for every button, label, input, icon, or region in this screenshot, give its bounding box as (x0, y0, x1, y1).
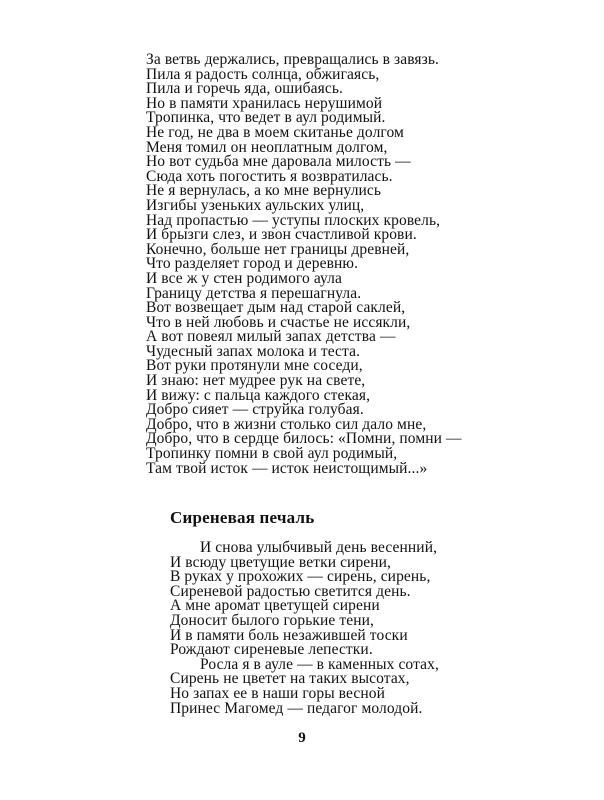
poem-line: Пила и горечь яда, ошибаясь. (146, 80, 343, 98)
poem-line: И все ж у стен родимого аула (146, 269, 342, 287)
poem-line: Добро сияет — струйка голубая. (146, 401, 364, 419)
poem-line: А мне аромат цветущей сирени (170, 597, 380, 615)
poem-line: Тропинку помни в свой аул родимый, (146, 445, 398, 463)
poem-line: Пила я радость солнца, обжигаясь, (146, 65, 380, 83)
poem-line: Вот возвещает дым над старой саклей, (146, 299, 406, 317)
poem-line: Там твой исток — исток неистощимый...» (146, 459, 428, 477)
poem-line: Чудесный запах молока и теста. (146, 342, 361, 360)
poem-line: А вот повеял милый запах детства — (146, 328, 396, 346)
poem-sirenevaya-pechal (170, 541, 439, 716)
poem-line: Но в памяти хранилась нерушимой (146, 94, 383, 112)
poem-line: Но запах ее в наши горы весной (170, 684, 385, 702)
poem-line: Добро, что в сердце билось: «Помни, помни — (146, 430, 462, 448)
poem-line: И всюду цветущие ветки сирени, (170, 553, 392, 571)
poem-line: И в памяти боль незажившей тоски (170, 626, 408, 644)
page-number: 9 (298, 730, 306, 746)
poem-line: Добро, что в жизни столько сил дало мне, (146, 415, 427, 433)
poem-line: В руках у прохожих — сирень, сирень, (170, 568, 431, 586)
poem-line: Росла я в ауле — в каменных сотах, (200, 655, 439, 673)
poem-line: Что в ней любовь и счастье не иссякли, (146, 313, 411, 331)
poem-continuation (146, 53, 462, 476)
poem-line: И брызги слез, и звон счастливой крови. (146, 226, 417, 244)
poem-line: Принес Магомед — педагог молодой. (170, 699, 423, 717)
poem-line: Тропинка, что ведет в аул родимый. (146, 109, 386, 127)
poem-line: Что разделяет город и деревню. (146, 255, 359, 273)
poem-line: Не год, не два в моем скитанье долгом (146, 123, 404, 141)
poem-line: Доносит былого горькие тени, (170, 611, 374, 629)
poem-line: Рождают сиреневые лепестки. (170, 641, 373, 659)
poem-line: Сирень не цветет на таких высотах, (170, 670, 410, 688)
poem-line: Границу детства я перешагнула. (146, 284, 362, 302)
poem-line: Изгибы узеньких аульских улиц, (146, 196, 365, 214)
poem-line: Сюда хоть погостить я возвратилась. (146, 167, 393, 185)
poem-line: Над пропастью — уступы плоских кровель, (146, 211, 441, 229)
poem-line: Вот руки протянули мне соседи, (146, 357, 363, 375)
poem-line: Не я вернулась, а ко мне вернулись (146, 182, 382, 200)
poem-line: Конечно, больше нет границы древней, (146, 240, 410, 258)
poem-line: За ветвь держались, превращались в завязь. (146, 51, 440, 68)
poem-title: Сиреневая печаль (170, 508, 315, 527)
poem-line: И знаю: нет мудрее рук на свете, (146, 372, 366, 390)
poem-line: И вижу: с пальца каждого стекая, (146, 386, 371, 404)
poem-line: Но вот судьба мне даровала милость — (146, 153, 411, 171)
poem-line: Сиреневой радостью светится день. (170, 582, 411, 600)
poem-line: Меня томил он неоплатным долгом, (146, 138, 388, 156)
poem-line: И снова улыбчивый день весенний, (200, 539, 438, 556)
